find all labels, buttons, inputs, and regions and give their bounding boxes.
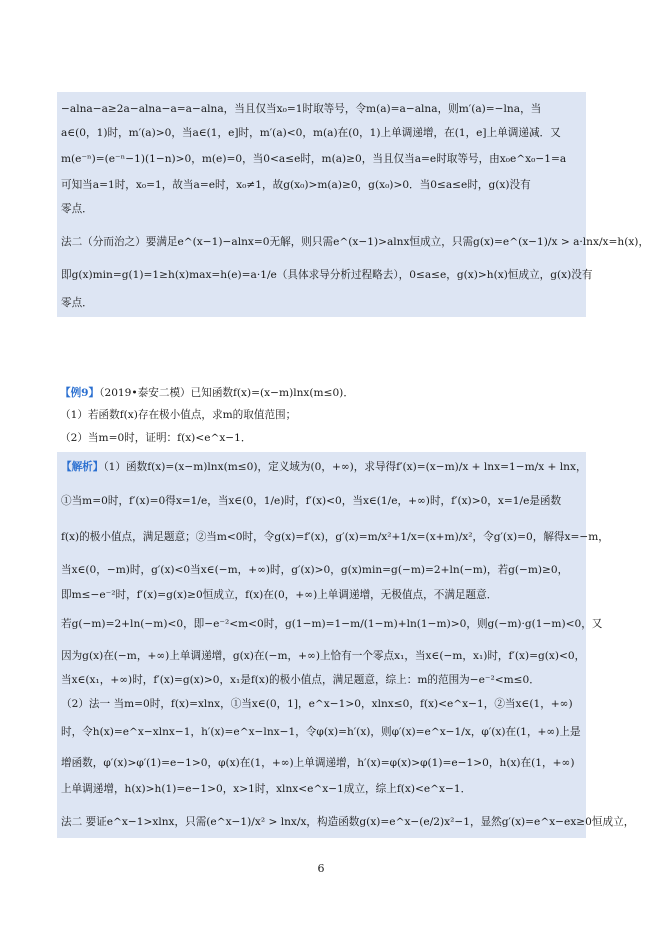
solution-box-bottom <box>57 452 635 838</box>
text-line: m(e⁻ⁿ)=(e⁻ⁿ−1)(1−n)>0，m(e)=0，当0<a≤e时，m(a)≥0，当且仅当a=e时取等号，由x₀e^x₀−1=a <box>61 153 567 165</box>
text-line: ①当m=0时，f′(x)=0得x=1/e，当x∈(0，1/e)时，f′(x)<0，当x∈(1/e，+∞)时，f′(x)>0，x=1/e是函数 <box>61 495 562 507</box>
text-line: 零点． <box>61 297 93 309</box>
text-line: （2）法一 当m=0时，f(x)=xlnx，①当x∈(0，1]，e^x−1>0，xlnx≤0，f(x)<e^x−1，②当x∈(1，+∞) <box>61 698 573 710</box>
text-line: 若g(−m)=2+ln(−m)<0，即−e⁻²<m<0时，g(1−m)=1−m/(1−m)+ln(1−m)>0，则g(−m)·g(1−m)<0，又 <box>61 618 603 630</box>
text-line: 因为g(x)在(−m，+∞)上单调递增，g(x)在(−m，+∞)上恰有一个零点x₁，当x∈(−m，x₁)时，f′(x)=g(x)<0， <box>61 650 586 662</box>
solution-first-text: （1）函数f(x)=(x−m)lnx(m≤0)，定义域为(0，+∞)，求导得f′(x)=(x−m)/x + lnx=1−m/x + lnx， <box>103 461 587 473</box>
text-line: 法二（分而治之）要满足e^(x−1)−alnx=0无解，则只需e^(x−1)>alnx恒成立，只需g(x)=e^(x−1)/x > a·lnx/x=h(x)， <box>61 236 649 248</box>
text-line: 增函数，φ′(x)>φ′(1)=e−1>0，φ(x)在(1，+∞)上单调递增，h′(x)=φ(x)>φ(1)=e−1>0，h(x)在(1，+∞) <box>61 757 575 769</box>
text-line: f(x)的极小值点，满足题意；②当m<0时，令g(x)=f′(x)，g′(x)=m/x²+1/x=(x+m)/x²，令g′(x)=0，解得x=−m， <box>61 531 609 543</box>
page-number: 6 <box>317 862 325 875</box>
example-tag: 【例9】 <box>60 387 100 399</box>
text-line: 法二 要证e^x−1>xlnx，只需(e^x−1)/x² > lnx/x，构造函数g(x)=e^x−(e/2)x²−1，显然g′(x)=e^x−ex≥0恒成立， <box>61 816 635 828</box>
example-text: （2019•泰安二模）已知函数f(x)=(x−m)lnx(m≤0)． <box>99 387 354 399</box>
text-line: 即g(x)min=g(1)=1≥h(x)max=h(e)=a·1/e（具体求导分析过程略去），0≤a≤e，g(x)>h(x)恒成立，g(x)没有 <box>61 269 593 281</box>
solution-tag: 【解析】 <box>61 461 104 473</box>
text-line: 时，令h(x)=e^x−xlnx−1，h′(x)=e^x−lnx−1，令φ(x)=h′(x)，则φ′(x)=e^x−1/x，φ′(x)在(1，+∞)上是 <box>61 726 581 738</box>
text-line: 可知当a=1时，x₀=1，故当a=e时，x₀≠1，故g(x₀)>m(a)≥0，g(x₀)>0．当0≤a≤e时，g(x)没有 <box>61 179 531 191</box>
example-heading <box>60 386 582 400</box>
question-2: （2）当m=0时，证明：f(x)<e^x−1． <box>60 432 252 444</box>
text-line: 零点． <box>61 203 93 215</box>
text-line: a∈(0，1)时，m′(a)>0，当a∈(1，e]时，m′(a)<0，m(a)在(0，1)上单调递增，在(1，e]上单调递减．又 <box>61 127 561 139</box>
text-line: 当x∈(x₁，+∞)时，f′(x)=g(x)>0，x₁是f(x)的极小值点，满足题意，综上：m的范围为−e⁻²<m≤0． <box>61 674 540 686</box>
text-line: 当x∈(0，−m)时，g′(x)<0当x∈(−m，+∞)时，g′(x)>0，g(x)min=g(−m)=2+ln(−m)，若g(−m)≥0， <box>61 564 569 576</box>
text-line: 上单调递增，h(x)>h(1)=e−1>0，x>1时，xlnx<e^x−1成立，综上f(x)<e^x−1． <box>61 783 472 795</box>
text-line: 即m≤−e⁻²时，f′(x)=g(x)≥0恒成立，f(x)在(0，+∞)上单调递增，无极值点，不满足题意． <box>61 589 498 601</box>
question-1: （1）若函数f(x)存在极小值点，求m的取值范围； <box>60 409 297 421</box>
solution-first-line <box>61 460 587 474</box>
text-line: −alna−a≥2a−alna−a=a−alna，当且仅当x₀=1时取等号，令m(a)=a−alna，则m′(a)=−lna，当 <box>61 103 542 115</box>
